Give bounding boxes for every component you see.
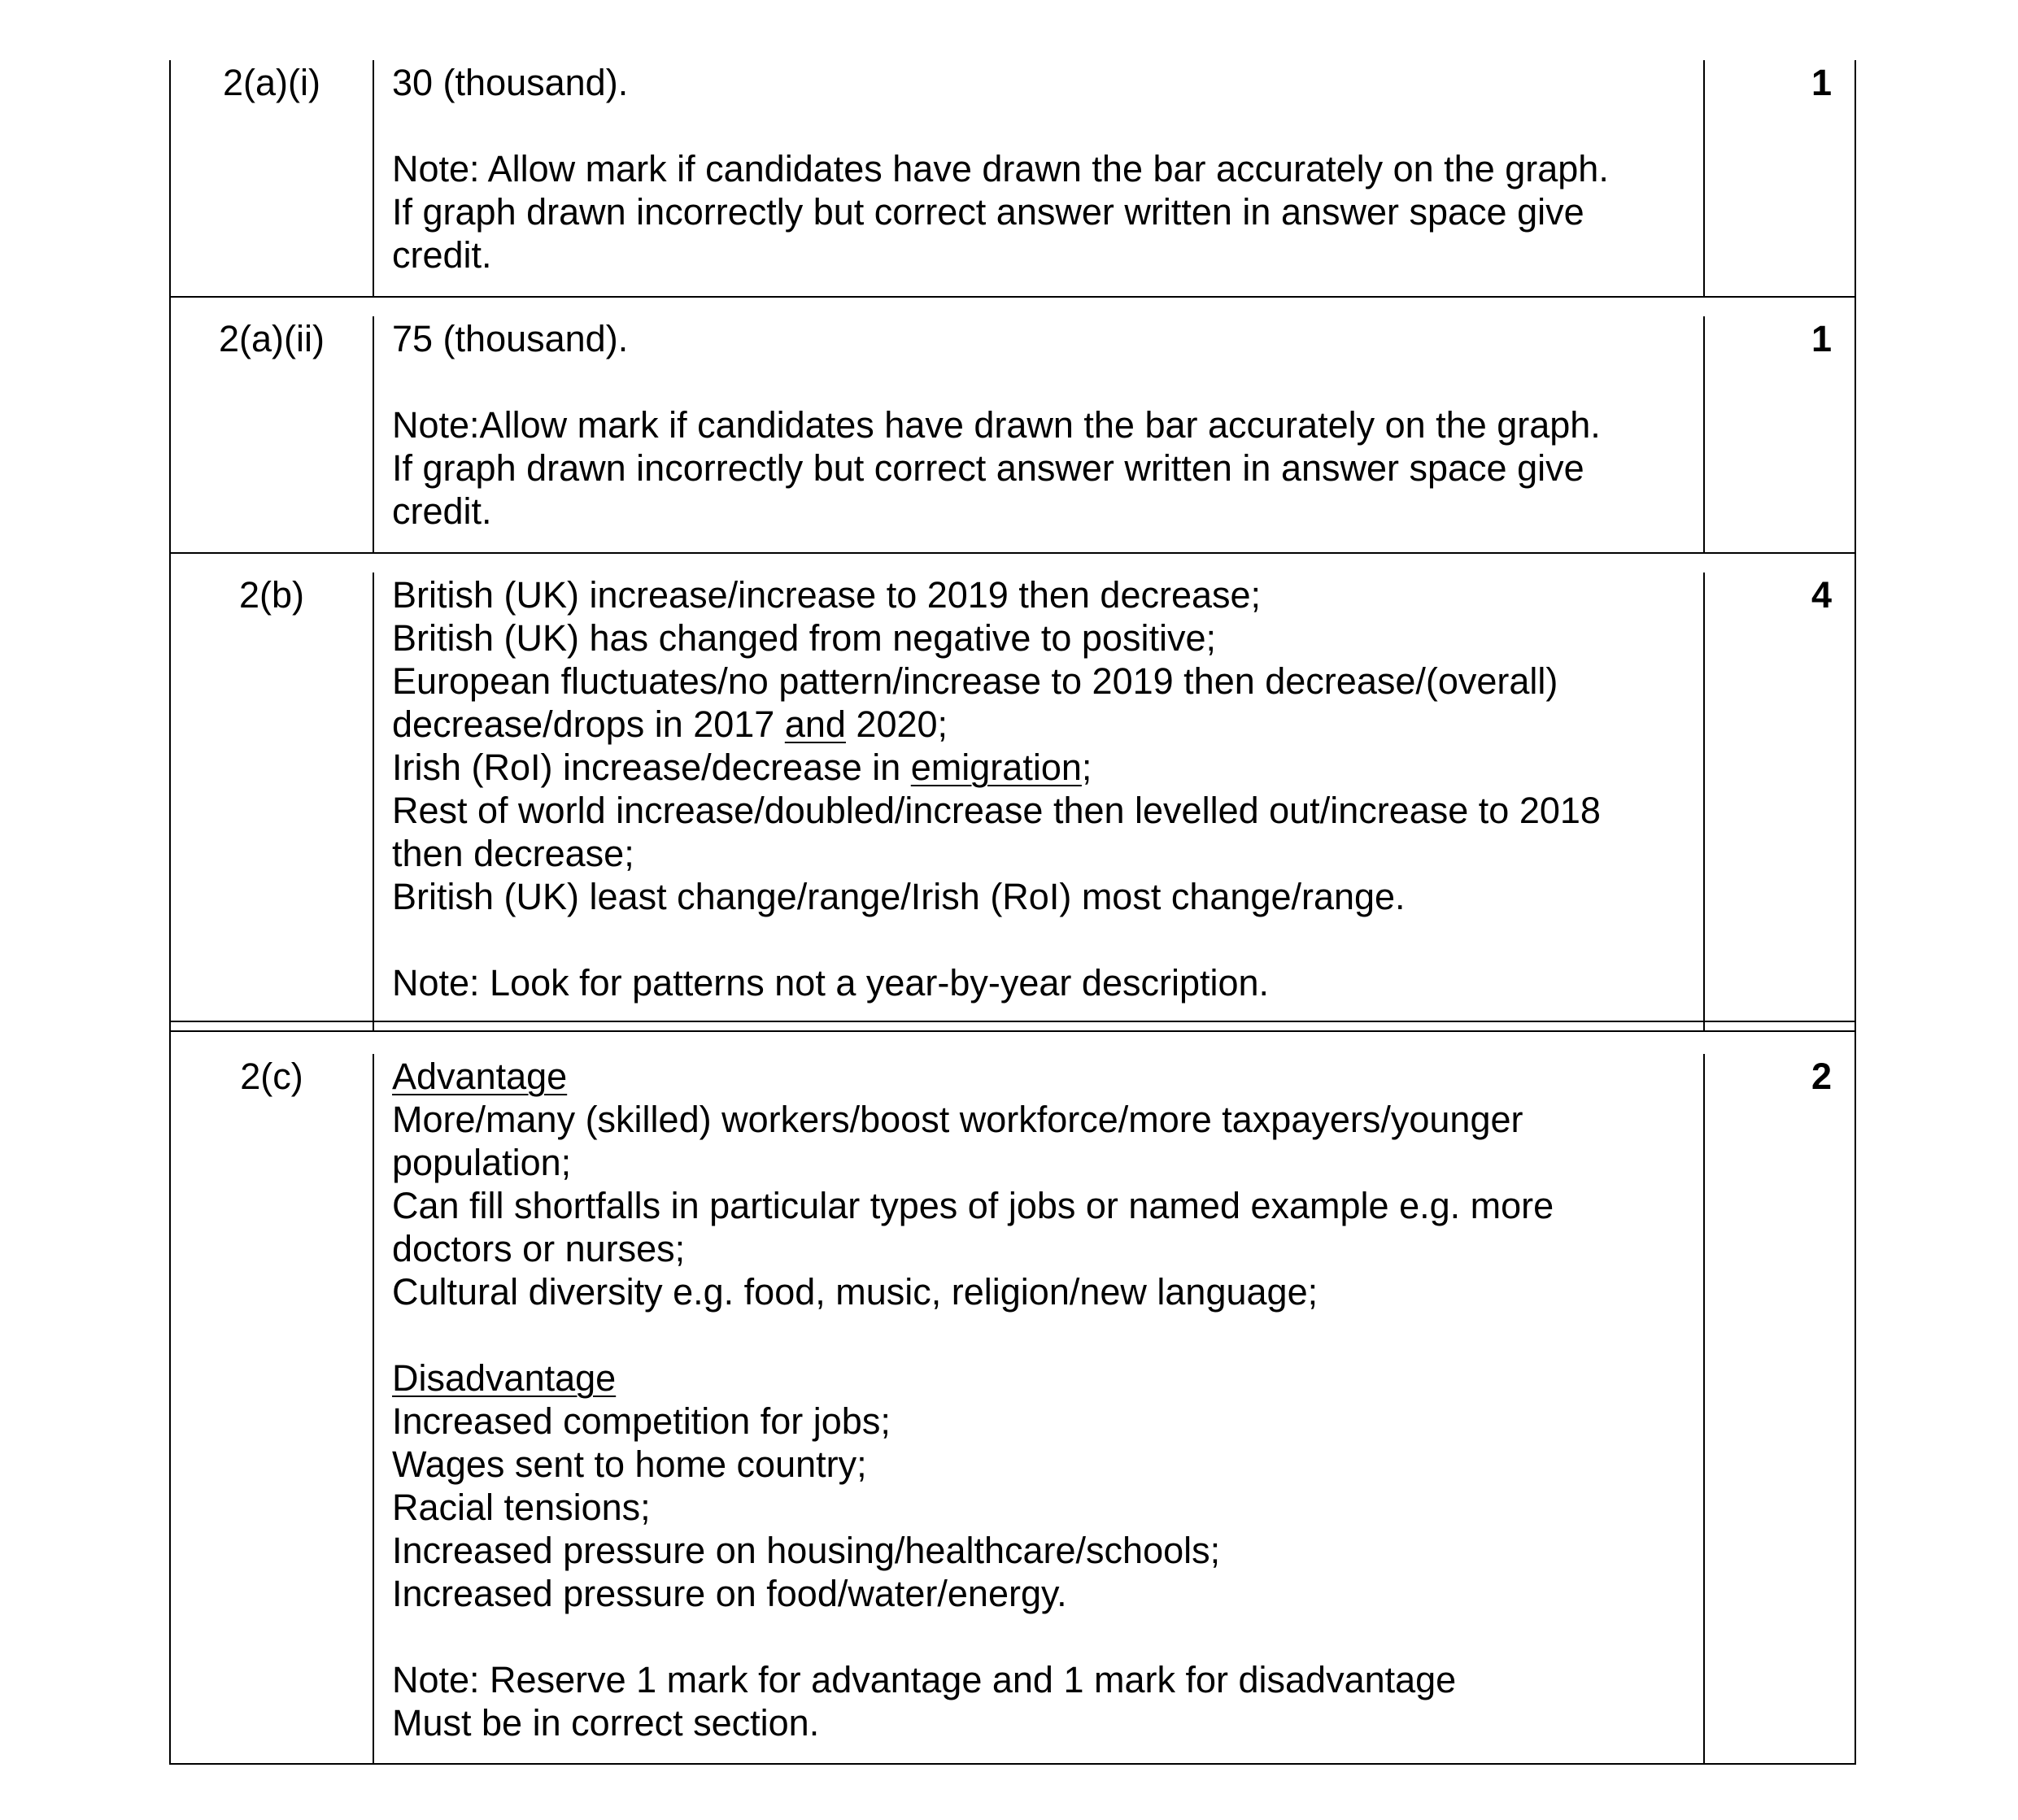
question-number: 2(a)(ii) — [171, 316, 374, 552]
mark-scheme-table — [169, 60, 1856, 1765]
table-row — [169, 298, 1856, 554]
answer-line: Racial tensions; — [392, 1487, 651, 1528]
answer-line: Increased competition for jobs; — [392, 1400, 891, 1442]
answer-line: European fluctuates/no pattern/increase to 2019 then decrease/(overall) — [392, 660, 1558, 702]
underlined-word: emigration — [910, 747, 1082, 788]
note-line: credit. — [392, 490, 492, 532]
note-line: Note: Reserve 1 mark for advantage and 1 mark for disadvantage — [392, 1659, 1457, 1700]
underlined-word: and — [784, 703, 846, 745]
note-line: Note: Allow mark if candidates have drawn the bar accurately on the graph. — [392, 148, 1609, 189]
note-line: Must be in correct section. — [392, 1702, 820, 1744]
text-segment: decrease/drops in 2017 — [392, 703, 785, 745]
marks-value: 2 — [1811, 1056, 1832, 1097]
text-segment: ; — [1081, 747, 1092, 788]
question-number: 2(c) — [171, 1054, 374, 1763]
answer-line: Cultural diversity e.g. food, music, religion/new language; — [392, 1271, 1318, 1313]
row-separator — [169, 1021, 1856, 1032]
answer-line: British (UK) least change/range/Irish (RoI) most change/range. — [392, 876, 1406, 917]
question-number: 2(b) — [171, 573, 374, 1021]
answer-line: population; — [392, 1142, 572, 1183]
note-line: Note: Look for patterns not a year-by-year description. — [392, 962, 1270, 1004]
answer-cell — [374, 316, 1705, 552]
answer-line: 75 (thousand). — [392, 318, 629, 359]
answer-line: Can fill shortfalls in particular types of jobs or named example e.g. more — [392, 1185, 1554, 1226]
answer-line: 30 (thousand). — [392, 62, 629, 103]
note-line: If graph drawn incorrectly but correct answer written in answer space give — [392, 191, 1584, 233]
question-number: 2(a)(i) — [171, 60, 374, 296]
answer-line — [392, 746, 1695, 789]
answer-line: More/many (skilled) workers/boost workforce/more taxpayers/younger — [392, 1099, 1523, 1140]
table-row — [169, 1032, 1856, 1765]
note-line: credit. — [392, 234, 492, 276]
answer-line: doctors or nurses; — [392, 1228, 686, 1269]
advantage-heading: Advantage — [392, 1056, 568, 1097]
answer-cell — [374, 573, 1705, 1021]
marks-value: 1 — [1811, 318, 1832, 359]
answer-line: British (UK) increase/increase to 2019 then decrease; — [392, 574, 1262, 616]
answer-line: Increased pressure on food/water/energy. — [392, 1573, 1067, 1614]
marks-value: 4 — [1811, 574, 1832, 616]
answer-line — [392, 703, 1695, 746]
text-segment: 2020; — [845, 703, 948, 745]
answer-cell — [374, 1054, 1705, 1763]
table-row — [169, 554, 1856, 1021]
disadvantage-heading: Disadvantage — [392, 1357, 617, 1399]
marks-value: 1 — [1811, 62, 1832, 103]
answer-line: then decrease; — [392, 833, 634, 874]
table-row — [169, 60, 1856, 298]
note-line: If graph drawn incorrectly but correct answer written in answer space give — [392, 447, 1584, 489]
note-line: Note:Allow mark if candidates have drawn the bar accurately on the graph. — [392, 404, 1601, 446]
answer-cell — [374, 60, 1705, 296]
answer-line: Wages sent to home country; — [392, 1443, 867, 1485]
answer-line: Rest of world increase/doubled/increase then levelled out/increase to 2018 — [392, 790, 1601, 831]
answer-line: Increased pressure on housing/healthcare/schools; — [392, 1530, 1221, 1571]
answer-line: British (UK) has changed from negative to positive; — [392, 617, 1216, 659]
text-segment: Irish (RoI) increase/decrease in — [392, 747, 911, 788]
